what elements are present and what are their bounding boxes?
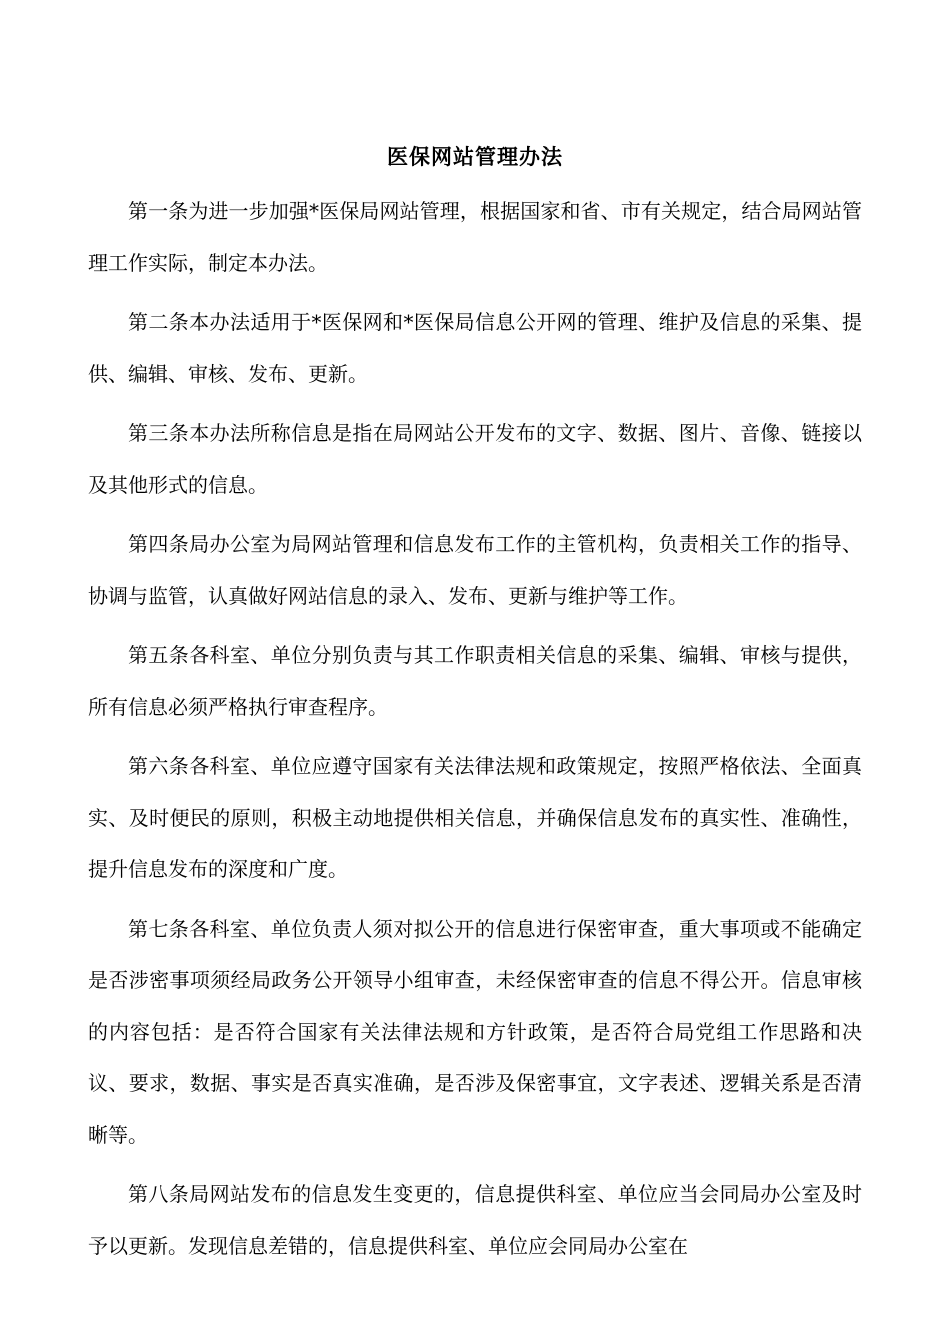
article-6: 第六条各科室、单位应遵守国家有关法律法规和政策规定，按照严格依法、全面真实、及时便民的原则，积极主动地提供相关信息，并确保信息发布的真实性、准确性，提升信息发布的深度和广度。 [88,754,862,881]
article-7: 第七条各科室、单位负责人须对拟公开的信息进行保密审查，重大事项或不能确定是否涉密事项须经局政务公开领导小组审查，未经保密审查的信息不得公开。信息审核的内容包括：是否符合国家有关法律法规和方针政策，是否符合局党组工作思路和决议、要求，数据、事实是否真实准确，是否涉及保密事宜，文字表述、逻辑关系是否清晰等。 [88,916,862,1147]
article-2: 第二条本办法适用于*医保网和*医保局信息公开网的管理、维护及信息的采集、提供、编辑、审核、发布、更新。 [88,310,862,386]
article-4: 第四条局办公室为局网站管理和信息发布工作的主管机构，负责相关工作的指导、协调与监管，认真做好网站信息的录入、发布、更新与维护等工作。 [88,532,862,608]
article-3: 第三条本办法所称信息是指在局网站公开发布的文字、数据、图片、音像、链接以及其他形式的信息。 [88,421,862,497]
article-5: 第五条各科室、单位分别负责与其工作职责相关信息的采集、编辑、审核与提供，所有信息必须严格执行审查程序。 [88,643,862,719]
document-title: 医保网站管理办法 [387,144,563,169]
article-1: 第一条为进一步加强*医保局网站管理，根据国家和省、市有关规定，结合局网站管理工作实际，制定本办法。 [88,199,862,275]
article-8: 第八条局网站发布的信息发生变更的，信息提供科室、单位应当会同局办公室及时予以更新。发现信息差错的，信息提供科室、单位应会同局办公室在 [88,1182,862,1258]
document-page [88,128,862,1280]
